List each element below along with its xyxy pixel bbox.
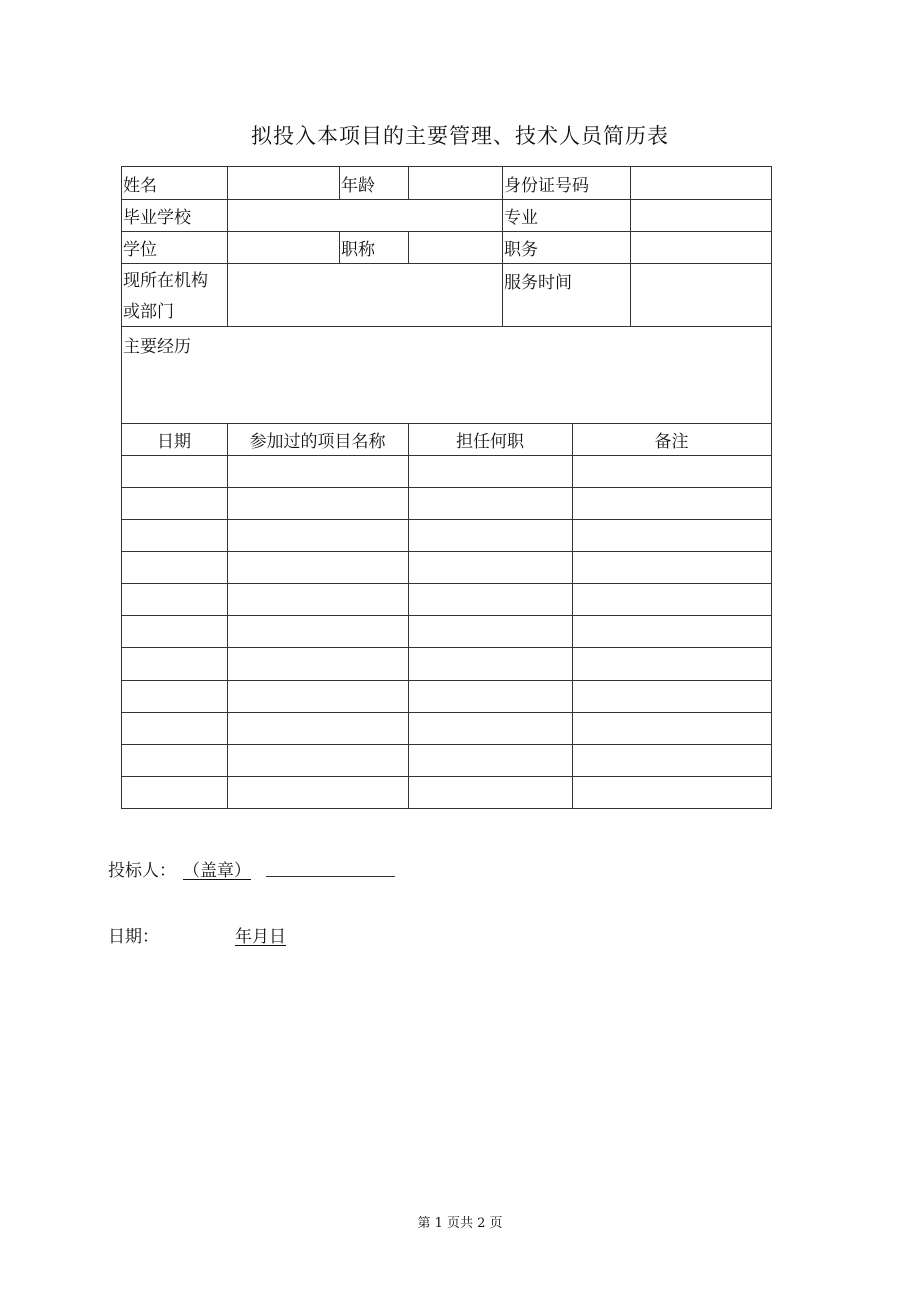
row-divider — [121, 263, 772, 264]
header-role: 担任何职 — [456, 432, 524, 452]
row-divider — [121, 199, 772, 200]
col-divider — [630, 166, 631, 327]
row-divider — [121, 680, 772, 681]
header-remarks: 备注 — [654, 432, 689, 452]
row-divider — [121, 712, 772, 713]
col-divider — [339, 166, 340, 199]
service-time-label: 服务时间 — [504, 273, 572, 293]
position-label: 职务 — [504, 240, 538, 260]
col-divider — [572, 423, 573, 809]
table-border-left — [121, 166, 122, 809]
header-date: 日期 — [157, 432, 191, 452]
page-number: 第 1 页共 2 页 — [417, 1216, 503, 1231]
row-divider — [121, 231, 772, 232]
signature-line — [266, 876, 395, 877]
table-border-top — [121, 166, 772, 167]
row-divider — [121, 744, 772, 745]
resume-table — [121, 166, 772, 809]
organization-label-line2: 或部门 — [123, 302, 174, 322]
row-divider — [121, 423, 772, 424]
col-divider — [408, 231, 409, 264]
col-divider — [408, 166, 409, 199]
row-divider — [121, 776, 772, 777]
id-number-label: 身份证号码 — [504, 176, 589, 196]
organization-label-line1: 现所在机构 — [123, 271, 208, 291]
date-value: 年月日 — [235, 927, 286, 947]
name-label: 姓名 — [123, 176, 157, 196]
col-divider — [227, 423, 228, 809]
col-divider — [339, 231, 340, 264]
seal-text: （盖章） — [183, 861, 251, 881]
row-divider — [121, 615, 772, 616]
page-title: 拟投入本项目的主要管理、技术人员简历表 — [251, 124, 669, 148]
row-divider — [121, 583, 772, 584]
table-border-bottom — [121, 808, 772, 809]
degree-label: 学位 — [123, 240, 157, 260]
row-divider — [121, 326, 772, 327]
school-label: 毕业学校 — [123, 208, 191, 228]
col-divider — [227, 166, 228, 327]
row-divider — [121, 519, 772, 520]
col-divider — [408, 423, 409, 809]
col-divider — [502, 166, 503, 327]
header-project-name: 参加过的项目名称 — [249, 432, 386, 452]
bidder-label: 投标人： — [108, 861, 176, 881]
age-label: 年龄 — [341, 176, 375, 196]
row-divider — [121, 647, 772, 648]
row-divider — [121, 551, 772, 552]
major-label: 专业 — [504, 208, 538, 228]
date-label: 日期： — [108, 927, 159, 947]
professional-title-label: 职称 — [341, 240, 375, 260]
experience-label: 主要经历 — [123, 337, 191, 357]
table-border-right — [771, 166, 772, 809]
row-divider — [121, 487, 772, 488]
